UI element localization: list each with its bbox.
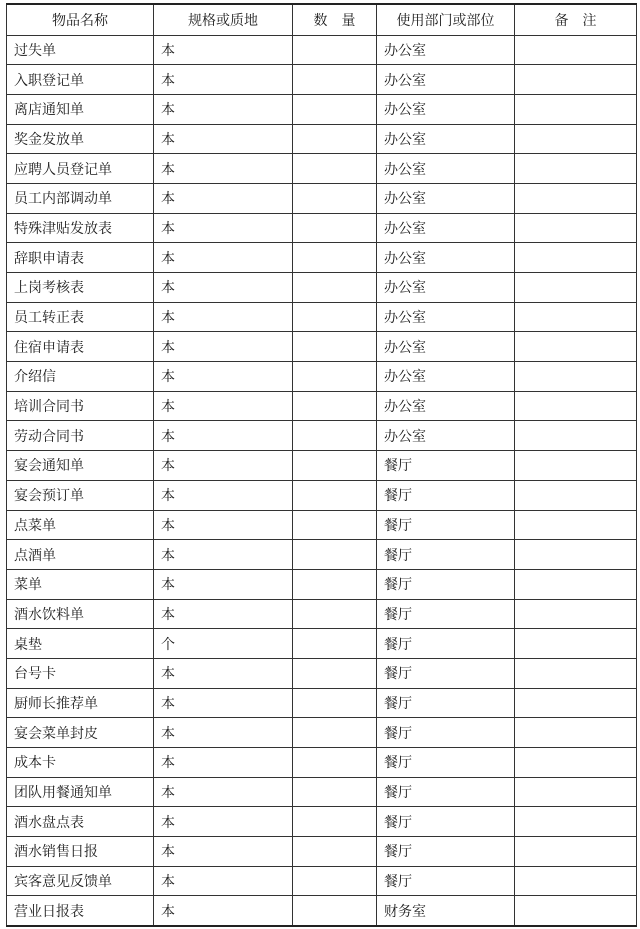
- cell-spec: 本: [154, 540, 293, 570]
- header-spec: 规格或质地: [154, 4, 293, 35]
- cell-spec: 本: [154, 718, 293, 748]
- table-row: [7, 302, 637, 332]
- cell-remarks: [515, 273, 637, 303]
- cell-item-name: 劳动合同书: [7, 421, 154, 451]
- cell-quantity: [293, 658, 377, 688]
- cell-quantity: [293, 866, 377, 896]
- cell-quantity: [293, 807, 377, 837]
- cell-quantity: [293, 124, 377, 154]
- table-row: [7, 748, 637, 778]
- cell-department: 办公室: [377, 421, 515, 451]
- cell-remarks: [515, 777, 637, 807]
- cell-department: 餐厅: [377, 599, 515, 629]
- cell-department: 办公室: [377, 65, 515, 95]
- cell-item-name: 特殊津贴发放表: [7, 213, 154, 243]
- cell-remarks: [515, 718, 637, 748]
- cell-department: 办公室: [377, 332, 515, 362]
- table-row: [7, 124, 637, 154]
- cell-spec: 本: [154, 154, 293, 184]
- cell-quantity: [293, 896, 377, 926]
- table-row: [7, 540, 637, 570]
- cell-quantity: [293, 273, 377, 303]
- header-department: 使用部门或部位: [377, 4, 515, 35]
- cell-item-name: 辞职申请表: [7, 243, 154, 273]
- cell-department: 办公室: [377, 94, 515, 124]
- table-row: [7, 480, 637, 510]
- cell-spec: 本: [154, 451, 293, 481]
- cell-remarks: [515, 896, 637, 926]
- cell-remarks: [515, 540, 637, 570]
- table-row: [7, 688, 637, 718]
- cell-department: 办公室: [377, 243, 515, 273]
- cell-remarks: [515, 332, 637, 362]
- cell-quantity: [293, 421, 377, 451]
- cell-remarks: [515, 599, 637, 629]
- header-row: [7, 4, 637, 35]
- cell-item-name: 宴会菜单封皮: [7, 718, 154, 748]
- cell-remarks: [515, 866, 637, 896]
- cell-item-name: 应聘人员登记单: [7, 154, 154, 184]
- cell-quantity: [293, 599, 377, 629]
- cell-item-name: 酒水饮料单: [7, 599, 154, 629]
- cell-remarks: [515, 183, 637, 213]
- cell-remarks: [515, 807, 637, 837]
- cell-spec: 本: [154, 480, 293, 510]
- cell-department: 办公室: [377, 391, 515, 421]
- cell-quantity: [293, 777, 377, 807]
- cell-spec: 本: [154, 213, 293, 243]
- cell-department: 餐厅: [377, 480, 515, 510]
- cell-remarks: [515, 302, 637, 332]
- cell-department: 餐厅: [377, 658, 515, 688]
- table-row: [7, 213, 637, 243]
- table-row: [7, 837, 637, 867]
- table-row: [7, 362, 637, 392]
- cell-department: 办公室: [377, 362, 515, 392]
- cell-spec: 本: [154, 302, 293, 332]
- cell-item-name: 介绍信: [7, 362, 154, 392]
- cell-item-name: 菜单: [7, 569, 154, 599]
- cell-department: 财务室: [377, 896, 515, 926]
- table-row: [7, 243, 637, 273]
- cell-remarks: [515, 391, 637, 421]
- cell-remarks: [515, 688, 637, 718]
- cell-quantity: [293, 94, 377, 124]
- cell-item-name: 酒水盘点表: [7, 807, 154, 837]
- cell-item-name: 奖金发放单: [7, 124, 154, 154]
- cell-department: 办公室: [377, 154, 515, 184]
- cell-remarks: [515, 65, 637, 95]
- cell-department: 办公室: [377, 213, 515, 243]
- cell-department: 餐厅: [377, 569, 515, 599]
- table-row: [7, 273, 637, 303]
- cell-spec: 本: [154, 688, 293, 718]
- cell-quantity: [293, 243, 377, 273]
- cell-item-name: 离店通知单: [7, 94, 154, 124]
- table-row: [7, 183, 637, 213]
- cell-quantity: [293, 451, 377, 481]
- cell-department: 餐厅: [377, 629, 515, 659]
- cell-department: 餐厅: [377, 866, 515, 896]
- cell-remarks: [515, 243, 637, 273]
- cell-spec: 本: [154, 362, 293, 392]
- cell-spec: 本: [154, 510, 293, 540]
- cell-remarks: [515, 748, 637, 778]
- cell-item-name: 宾客意见反馈单: [7, 866, 154, 896]
- table-row: [7, 510, 637, 540]
- cell-spec: 本: [154, 243, 293, 273]
- table-row: [7, 807, 637, 837]
- cell-spec: 本: [154, 183, 293, 213]
- table-row: [7, 421, 637, 451]
- cell-spec: 本: [154, 65, 293, 95]
- cell-item-name: 酒水销售日报: [7, 837, 154, 867]
- cell-spec: 本: [154, 599, 293, 629]
- cell-item-name: 过失单: [7, 35, 154, 65]
- cell-quantity: [293, 569, 377, 599]
- cell-quantity: [293, 332, 377, 362]
- cell-quantity: [293, 213, 377, 243]
- cell-spec: 本: [154, 391, 293, 421]
- cell-remarks: [515, 451, 637, 481]
- cell-item-name: 营业日报表: [7, 896, 154, 926]
- cell-spec: 本: [154, 35, 293, 65]
- cell-quantity: [293, 688, 377, 718]
- header-quantity: 数 量: [293, 4, 377, 35]
- cell-remarks: [515, 629, 637, 659]
- table-row: [7, 451, 637, 481]
- cell-quantity: [293, 391, 377, 421]
- cell-spec: 本: [154, 837, 293, 867]
- cell-remarks: [515, 35, 637, 65]
- cell-spec: 本: [154, 421, 293, 451]
- cell-department: 办公室: [377, 124, 515, 154]
- cell-spec: 本: [154, 748, 293, 778]
- cell-quantity: [293, 362, 377, 392]
- cell-spec: 本: [154, 124, 293, 154]
- cell-quantity: [293, 302, 377, 332]
- cell-spec: 本: [154, 658, 293, 688]
- cell-department: 餐厅: [377, 688, 515, 718]
- cell-department: 餐厅: [377, 540, 515, 570]
- cell-item-name: 入职登记单: [7, 65, 154, 95]
- cell-quantity: [293, 837, 377, 867]
- cell-department: 餐厅: [377, 748, 515, 778]
- cell-department: 办公室: [377, 35, 515, 65]
- cell-department: 餐厅: [377, 777, 515, 807]
- cell-item-name: 厨师长推荐单: [7, 688, 154, 718]
- cell-quantity: [293, 154, 377, 184]
- cell-remarks: [515, 124, 637, 154]
- cell-item-name: 点酒单: [7, 540, 154, 570]
- cell-department: 办公室: [377, 183, 515, 213]
- cell-remarks: [515, 421, 637, 451]
- cell-quantity: [293, 183, 377, 213]
- cell-item-name: 住宿申请表: [7, 332, 154, 362]
- cell-quantity: [293, 629, 377, 659]
- table-row: [7, 896, 637, 926]
- cell-remarks: [515, 94, 637, 124]
- cell-spec: 个: [154, 629, 293, 659]
- header-item-name: 物品名称: [7, 4, 154, 35]
- cell-item-name: 员工内部调动单: [7, 183, 154, 213]
- cell-spec: 本: [154, 94, 293, 124]
- cell-remarks: [515, 362, 637, 392]
- cell-item-name: 台号卡: [7, 658, 154, 688]
- table-row: [7, 332, 637, 362]
- table-row: [7, 658, 637, 688]
- cell-item-name: 桌垫: [7, 629, 154, 659]
- cell-quantity: [293, 35, 377, 65]
- table-row: [7, 65, 637, 95]
- cell-department: 餐厅: [377, 837, 515, 867]
- table-row: [7, 35, 637, 65]
- table-body: [7, 35, 637, 926]
- cell-quantity: [293, 748, 377, 778]
- cell-department: 办公室: [377, 302, 515, 332]
- cell-item-name: 上岗考核表: [7, 273, 154, 303]
- cell-item-name: 员工转正表: [7, 302, 154, 332]
- table-row: [7, 866, 637, 896]
- table-row: [7, 629, 637, 659]
- cell-item-name: 点菜单: [7, 510, 154, 540]
- cell-department: 餐厅: [377, 807, 515, 837]
- cell-department: 餐厅: [377, 510, 515, 540]
- cell-spec: 本: [154, 807, 293, 837]
- cell-item-name: 成本卡: [7, 748, 154, 778]
- cell-spec: 本: [154, 569, 293, 599]
- cell-spec: 本: [154, 332, 293, 362]
- supplies-table: [6, 3, 637, 927]
- cell-spec: 本: [154, 866, 293, 896]
- cell-remarks: [515, 510, 637, 540]
- cell-quantity: [293, 65, 377, 95]
- cell-quantity: [293, 510, 377, 540]
- header-remarks: 备 注: [515, 4, 637, 35]
- cell-spec: 本: [154, 896, 293, 926]
- cell-remarks: [515, 213, 637, 243]
- cell-item-name: 宴会预订单: [7, 480, 154, 510]
- table-row: [7, 718, 637, 748]
- cell-remarks: [515, 154, 637, 184]
- cell-item-name: 团队用餐通知单: [7, 777, 154, 807]
- table-row: [7, 599, 637, 629]
- cell-spec: 本: [154, 273, 293, 303]
- table-row: [7, 391, 637, 421]
- table-row: [7, 154, 637, 184]
- cell-department: 餐厅: [377, 718, 515, 748]
- cell-item-name: 宴会通知单: [7, 451, 154, 481]
- table-row: [7, 777, 637, 807]
- cell-remarks: [515, 480, 637, 510]
- cell-quantity: [293, 480, 377, 510]
- table-row: [7, 94, 637, 124]
- cell-quantity: [293, 540, 377, 570]
- cell-remarks: [515, 569, 637, 599]
- cell-spec: 本: [154, 777, 293, 807]
- cell-department: 办公室: [377, 273, 515, 303]
- table-row: [7, 569, 637, 599]
- cell-remarks: [515, 658, 637, 688]
- cell-quantity: [293, 718, 377, 748]
- cell-department: 餐厅: [377, 451, 515, 481]
- cell-item-name: 培训合同书: [7, 391, 154, 421]
- cell-remarks: [515, 837, 637, 867]
